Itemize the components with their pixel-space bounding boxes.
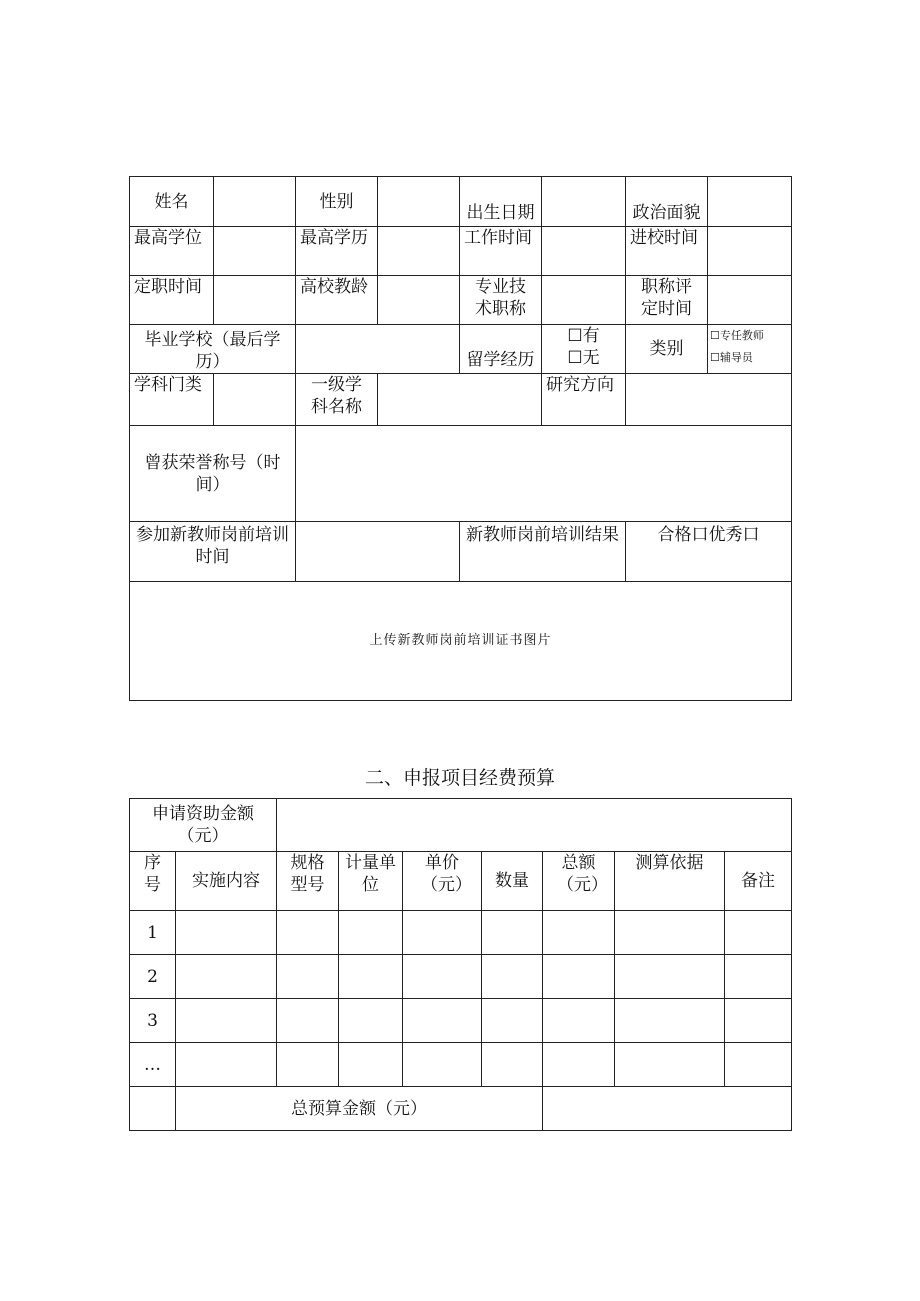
header-quantity: 数量 bbox=[482, 852, 543, 911]
header-seq: 序号 bbox=[130, 852, 176, 911]
cell[interactable] bbox=[176, 1043, 277, 1087]
label-discipline: 学科门类 bbox=[130, 374, 214, 426]
cell[interactable] bbox=[339, 999, 403, 1043]
field-gender[interactable] bbox=[378, 177, 460, 227]
upload-certificate-area[interactable]: 上传新教师岗前培训证书图片 bbox=[130, 582, 792, 701]
label-first-level: 一级学科名称 bbox=[296, 374, 378, 426]
cell[interactable] bbox=[403, 1043, 482, 1087]
cell[interactable] bbox=[615, 911, 725, 955]
cell[interactable] bbox=[543, 999, 615, 1043]
cell[interactable] bbox=[615, 999, 725, 1043]
header-total: 总额（元） bbox=[543, 852, 615, 911]
field-political-status[interactable] bbox=[708, 177, 792, 227]
header-spec: 规格型号 bbox=[277, 852, 339, 911]
label-training-time: 参加新教师岗前培训时间 bbox=[130, 522, 296, 582]
training-result-options[interactable]: 合格口优秀口 bbox=[626, 522, 792, 582]
cell[interactable] bbox=[725, 955, 792, 999]
label-category: 类别 bbox=[626, 325, 708, 374]
cell[interactable] bbox=[339, 911, 403, 955]
field-grad-school[interactable] bbox=[296, 325, 460, 374]
cell[interactable] bbox=[339, 955, 403, 999]
field-highest-degree[interactable] bbox=[214, 227, 296, 276]
field-highest-education[interactable] bbox=[378, 227, 460, 276]
label-grad-school: 毕业学校（最后学历） bbox=[130, 325, 296, 374]
cell[interactable] bbox=[482, 1043, 543, 1087]
cell[interactable] bbox=[176, 911, 277, 955]
field-discipline[interactable] bbox=[214, 374, 296, 426]
field-work-start[interactable] bbox=[542, 227, 626, 276]
cell[interactable] bbox=[403, 955, 482, 999]
cell[interactable] bbox=[277, 999, 339, 1043]
label-highest-education: 最高学历 bbox=[296, 227, 378, 276]
cell[interactable] bbox=[482, 999, 543, 1043]
label-title-time: 定职时间 bbox=[130, 276, 214, 325]
label-total-budget: 总预算金额（元） bbox=[176, 1087, 543, 1131]
label-title-eval-time: 职称评定时间 bbox=[626, 276, 708, 325]
cell[interactable] bbox=[725, 1043, 792, 1087]
field-join-school[interactable] bbox=[708, 227, 792, 276]
cell[interactable] bbox=[277, 1043, 339, 1087]
label-teaching-years: 高校教龄 bbox=[296, 276, 378, 325]
row-seq: 2 bbox=[130, 955, 176, 999]
cell[interactable] bbox=[543, 911, 615, 955]
field-total-budget[interactable] bbox=[543, 1087, 792, 1131]
abroad-yes-checkbox[interactable]: ☐有 bbox=[567, 326, 600, 346]
header-basis: 测算依据 bbox=[615, 852, 725, 911]
row-seq: 3 bbox=[130, 999, 176, 1043]
label-study-abroad: 留学经历 bbox=[460, 325, 542, 374]
cell[interactable] bbox=[403, 911, 482, 955]
field-tech-title[interactable] bbox=[542, 276, 626, 325]
total-blank bbox=[130, 1087, 176, 1131]
label-work-start: 工作时间 bbox=[460, 227, 542, 276]
cell[interactable] bbox=[543, 1043, 615, 1087]
field-first-level[interactable] bbox=[378, 374, 542, 426]
label-honors: 曾获荣誉称号（时间） bbox=[130, 426, 296, 522]
row-seq: 1 bbox=[130, 911, 176, 955]
label-name: 姓名 bbox=[130, 177, 214, 227]
header-remark: 备注 bbox=[725, 852, 792, 911]
header-unit-price: 单价（元） bbox=[403, 852, 482, 911]
cell[interactable] bbox=[339, 1043, 403, 1087]
cell[interactable] bbox=[725, 999, 792, 1043]
field-title-eval-time[interactable] bbox=[708, 276, 792, 325]
field-teaching-years[interactable] bbox=[378, 276, 460, 325]
field-birth-date[interactable] bbox=[542, 177, 626, 227]
label-highest-degree: 最高学位 bbox=[130, 227, 214, 276]
field-title-time[interactable] bbox=[214, 276, 296, 325]
label-training-result: 新教师岗前培训结果 bbox=[460, 522, 626, 582]
label-gender: 性别 bbox=[296, 177, 378, 227]
cell[interactable] bbox=[482, 911, 543, 955]
cell[interactable] bbox=[615, 1043, 725, 1087]
cell[interactable] bbox=[277, 911, 339, 955]
cell[interactable] bbox=[176, 999, 277, 1043]
row-seq: … bbox=[130, 1043, 176, 1087]
cell[interactable] bbox=[277, 955, 339, 999]
cell[interactable] bbox=[725, 911, 792, 955]
budget-table bbox=[129, 798, 792, 1131]
field-research[interactable] bbox=[626, 374, 792, 426]
field-name[interactable] bbox=[214, 177, 296, 227]
header-content: 实施内容 bbox=[176, 852, 277, 911]
abroad-options bbox=[542, 325, 626, 374]
label-political-status: 政治面貌 bbox=[626, 177, 708, 227]
category-fulltime-checkbox[interactable]: ☐专任教师 bbox=[710, 329, 764, 342]
label-birth-date: 出生日期 bbox=[460, 177, 542, 227]
field-training-time[interactable] bbox=[296, 522, 460, 582]
label-apply-amount: 申请资助金额（元） bbox=[130, 799, 277, 852]
section-2-title: 二、申报项目经费预算 bbox=[364, 767, 555, 789]
header-unit: 计量单位 bbox=[339, 852, 403, 911]
personal-info-table bbox=[129, 176, 792, 701]
label-tech-title: 专业技术职称 bbox=[460, 276, 542, 325]
field-apply-amount[interactable] bbox=[277, 799, 792, 852]
category-options bbox=[708, 325, 792, 374]
abroad-no-checkbox[interactable]: ☐无 bbox=[567, 348, 600, 368]
cell[interactable] bbox=[615, 955, 725, 999]
field-honors[interactable] bbox=[296, 426, 792, 522]
cell[interactable] bbox=[482, 955, 543, 999]
label-join-school: 进校时间 bbox=[626, 227, 708, 276]
cell[interactable] bbox=[403, 999, 482, 1043]
cell[interactable] bbox=[176, 955, 277, 999]
label-research: 研究方向 bbox=[542, 374, 626, 426]
cell[interactable] bbox=[543, 955, 615, 999]
category-counselor-checkbox[interactable]: ☐辅导员 bbox=[710, 351, 753, 364]
